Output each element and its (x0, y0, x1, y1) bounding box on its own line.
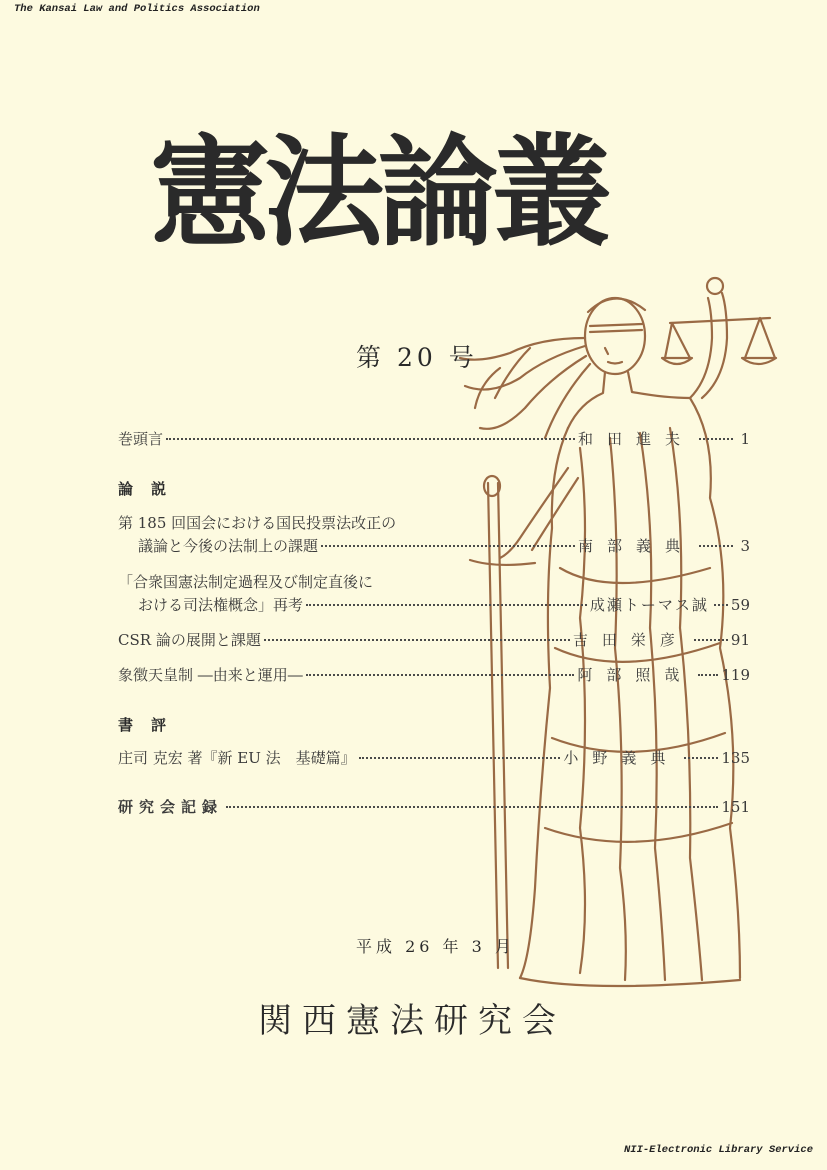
toc-entry-review-1[interactable] (118, 747, 750, 769)
toc-title-line1: 「合衆国憲法制定過程及び制定直後に (118, 573, 374, 591)
leader-dots (306, 673, 575, 676)
toc-author: 吉田栄彦 (572, 631, 689, 649)
leader-dots (684, 756, 718, 759)
leader-dots (699, 544, 733, 547)
leader-dots (264, 638, 570, 641)
publication-date: 平成 26 年 3 月 (356, 937, 515, 956)
toc-entry-article-4[interactable] (118, 664, 750, 686)
toc-page: 151 (721, 798, 750, 816)
toc-entry-article-2[interactable] (118, 594, 750, 616)
toc-title: 庄司 克宏 著『新 EU 法 基礎篇』 (118, 749, 356, 767)
toc-title-line1: 第 185 回国会における国民投票法改正の (118, 514, 397, 532)
leader-dots (321, 544, 575, 547)
toc-title: CSR 論の展開と課題 (118, 631, 261, 649)
leader-dots (699, 437, 733, 440)
toc-page: 119 (721, 666, 750, 684)
leader-dots (226, 805, 718, 808)
toc-author: 和田進夫 (577, 430, 694, 448)
toc-page: 91 (730, 631, 750, 649)
leader-dots (359, 756, 561, 759)
toc-title: 巻頭言 (118, 430, 164, 448)
toc-title-line2: 議論と今後の法制上の課題 (138, 537, 319, 555)
header-note: The Kansai Law and Politics Association (14, 3, 260, 15)
toc-author: 南部義典 (577, 537, 694, 555)
leader-dots (714, 603, 728, 606)
toc-entry-foreword[interactable] (118, 428, 750, 450)
leader-dots (166, 437, 575, 440)
toc-title-line2: おける司法権概念」再考 (138, 596, 304, 614)
toc-author: 小野義典 (563, 749, 680, 767)
leader-dots (698, 673, 718, 676)
toc-title: 研究会記録 (118, 798, 224, 816)
toc-title: 象徴天皇制 ―由来と運用― (118, 666, 303, 684)
journal-title: 憲法論叢 (150, 122, 606, 263)
toc-entry-records[interactable] (118, 796, 750, 818)
leader-dots (306, 603, 587, 606)
section-heading-reviews: 書評 (118, 716, 185, 734)
toc-entry-article-3[interactable] (118, 629, 750, 651)
publisher-name: 関西憲法研究会 (258, 1001, 566, 1041)
toc-page: 135 (721, 749, 750, 767)
toc-page: 59 (730, 596, 750, 614)
toc-entry-article-1[interactable] (118, 535, 750, 557)
section-heading-articles: 論説 (118, 480, 185, 498)
leader-dots (694, 638, 728, 641)
issue-number: 第 20 号 (356, 343, 478, 372)
footer-note: NII-Electronic Library Service (623, 1144, 813, 1156)
toc-page: 1 (740, 430, 750, 448)
toc-author: 阿部照哉 (577, 666, 694, 684)
toc-author: 成瀬トーマス誠 (589, 596, 709, 614)
toc-page: 3 (740, 537, 750, 555)
